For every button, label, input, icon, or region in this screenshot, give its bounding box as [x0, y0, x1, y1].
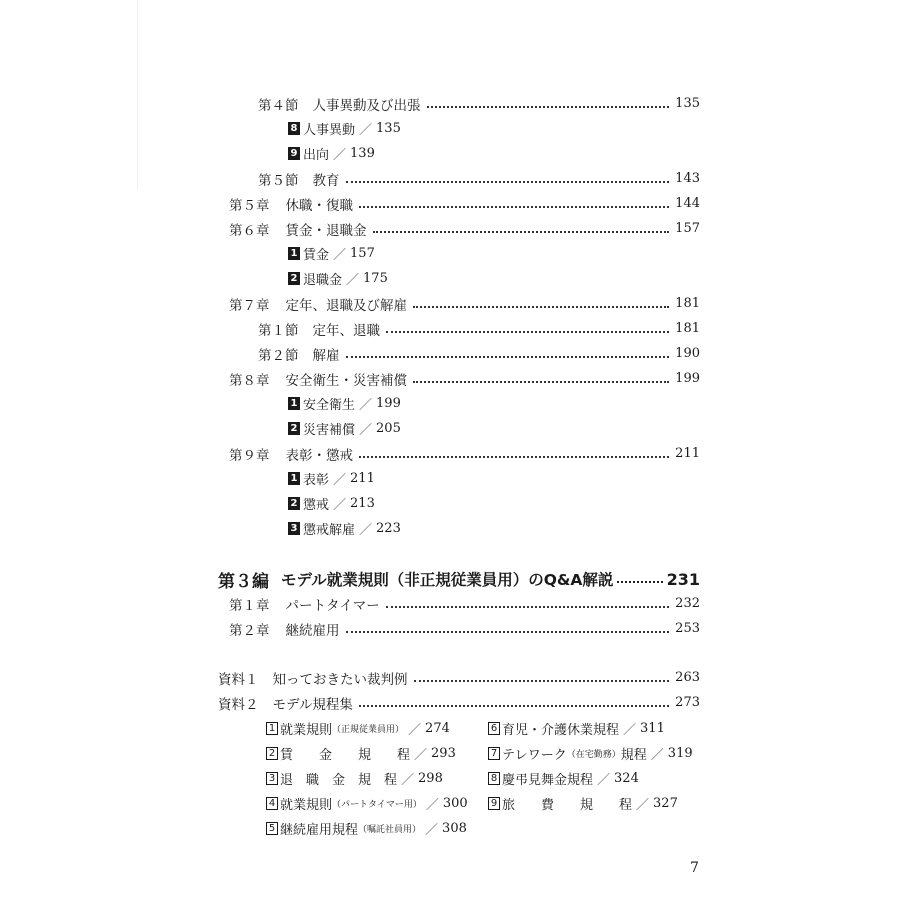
- chapter-title: 休職・復職: [285, 197, 353, 214]
- model-rule-item[interactable]: [488, 791, 678, 816]
- chapter-number: 第５章: [229, 197, 270, 214]
- appendix-title: 知っておきたい裁判例: [272, 671, 408, 688]
- toc-item[interactable]: [288, 141, 375, 166]
- item-title: 出向: [303, 148, 330, 163]
- rule-title: 賃 金 規 程: [280, 748, 411, 763]
- item-title: 退職金: [303, 273, 343, 288]
- rule-number-box: 5: [266, 822, 278, 835]
- page-number: 253: [675, 621, 700, 636]
- toc-section[interactable]: [258, 341, 700, 366]
- page-number: 263: [675, 670, 700, 685]
- separator: ／: [333, 248, 347, 263]
- item-title: 安全衛生: [303, 398, 356, 413]
- item-number-box: 2: [288, 272, 300, 285]
- separator: ／: [359, 423, 373, 438]
- chapter-number: 第２章: [229, 622, 270, 639]
- model-rule-item[interactable]: [266, 741, 456, 766]
- separator: ／: [425, 798, 439, 813]
- page-number: 181: [675, 321, 700, 336]
- page-number: 308: [442, 821, 467, 836]
- page-number: 211: [350, 471, 375, 486]
- page-number: 205: [376, 421, 401, 436]
- chapter-number: 第６章: [229, 222, 270, 239]
- separator: ／: [636, 798, 650, 813]
- chapter-title: 定年、退職及び解雇: [285, 297, 407, 314]
- rule-title: テレワーク: [502, 748, 567, 763]
- section-number: 第４節: [258, 97, 299, 114]
- page-number: 157: [350, 246, 375, 261]
- model-rule-item[interactable]: [488, 741, 693, 766]
- rule-number-box: 9: [488, 797, 500, 810]
- leader-dots: [359, 705, 669, 707]
- rule-number-box: 2: [266, 747, 278, 760]
- page-number: 231: [666, 569, 700, 589]
- page-number: 273: [675, 695, 700, 710]
- part-title: モデル就業規則（非正規従業員用）のQ&A解説: [281, 571, 614, 589]
- separator: ／: [401, 773, 415, 788]
- separator: ／: [623, 723, 637, 738]
- chapter-title: 安全衛生・災害補償: [285, 372, 407, 389]
- section-title: 人事異動及び出張: [312, 97, 421, 114]
- page-number: 143: [675, 171, 700, 186]
- separator: ／: [333, 148, 347, 163]
- rule-note: （正規従業員用）: [332, 725, 405, 735]
- leader-dots: [373, 231, 670, 233]
- rule-title: 就業規則: [280, 798, 333, 813]
- page-number: 144: [675, 196, 700, 211]
- toc-chapter[interactable]: [229, 616, 700, 641]
- page-number: 293: [431, 746, 456, 761]
- separator: ／: [425, 823, 439, 838]
- leader-dots: [346, 181, 670, 183]
- leader-dots: [359, 206, 669, 208]
- leader-dots: [427, 106, 670, 108]
- leader-dots: [414, 680, 670, 682]
- toc-chapter-7[interactable]: [229, 291, 700, 316]
- rule-title: 就業規則: [280, 723, 333, 738]
- rule-note: （嘱託社員用）: [358, 825, 422, 835]
- toc-item[interactable]: [288, 516, 401, 541]
- separator: ／: [597, 773, 611, 788]
- model-rule-item[interactable]: [488, 766, 639, 791]
- model-rule-item[interactable]: [266, 816, 467, 841]
- chapter-number: 第９章: [229, 447, 270, 464]
- separator: ／: [414, 748, 428, 763]
- item-number-box: 1: [288, 397, 300, 410]
- appendix-title: モデル規程集: [272, 696, 353, 713]
- leader-dots: [413, 306, 669, 308]
- model-rule-item[interactable]: [266, 716, 450, 741]
- leader-dots: [359, 456, 669, 458]
- leader-dots: [413, 381, 669, 383]
- rule-title: 継続雇用規程: [280, 823, 359, 838]
- chapter-title: 継続雇用: [285, 622, 340, 639]
- model-rule-item[interactable]: [266, 791, 468, 816]
- item-number-box: 2: [288, 422, 300, 435]
- leader-dots: [386, 606, 669, 608]
- section-number: 第２節: [258, 347, 299, 364]
- toc-item[interactable]: [288, 466, 375, 491]
- appendix-number: 資料１: [218, 671, 259, 688]
- model-rule-item[interactable]: [488, 716, 665, 741]
- separator: ／: [408, 723, 422, 738]
- page-number: 213: [350, 496, 375, 511]
- toc-chapter-6[interactable]: [229, 216, 700, 241]
- item-number-box: 8: [288, 122, 300, 135]
- page-number: 135: [675, 96, 700, 111]
- separator: ／: [650, 748, 664, 763]
- item-number-box: 3: [288, 522, 300, 535]
- chapter-title: パートタイマー: [285, 597, 380, 614]
- rule-title-suffix: 規程: [620, 748, 647, 763]
- rule-title: 退 職 金 規 程: [280, 773, 398, 788]
- chapter-number: 第１章: [229, 597, 270, 614]
- rule-title: 旅 費 規 程: [502, 798, 633, 813]
- page-number: 311: [640, 721, 665, 736]
- page-number: 211: [675, 446, 700, 461]
- page-number: 232: [675, 596, 700, 611]
- rule-number-box: 6: [488, 722, 500, 735]
- rule-title: 育児・介護休業規程: [502, 723, 620, 738]
- rule-number-box: 1: [266, 722, 278, 735]
- page-number: 199: [675, 371, 700, 386]
- toc-item[interactable]: [288, 391, 401, 416]
- page-number: 175: [363, 271, 388, 286]
- item-title: 災害補償: [303, 423, 356, 438]
- separator: ／: [359, 123, 373, 138]
- leader-dots: [386, 331, 669, 333]
- page-number: 319: [667, 746, 693, 761]
- rule-title: 慶弔見舞金規程: [502, 773, 594, 788]
- section-number: 第１節: [258, 322, 299, 339]
- page-edge-shadow: [137, 0, 138, 190]
- page-number: 135: [376, 121, 401, 136]
- part-number: 第３編: [218, 571, 269, 592]
- item-title: 懲戒解雇: [303, 523, 356, 538]
- model-rule-item[interactable]: [266, 766, 443, 791]
- page-folio: 7: [690, 860, 699, 876]
- toc-part-3[interactable]: [218, 565, 700, 593]
- toc-item[interactable]: [288, 416, 401, 441]
- separator: ／: [333, 498, 347, 513]
- leader-dots: [346, 356, 670, 358]
- item-number-box: 1: [288, 472, 300, 485]
- rule-number-box: 8: [488, 772, 500, 785]
- toc-item[interactable]: [288, 116, 401, 141]
- section-title: 定年、退職: [312, 322, 380, 339]
- rule-number-box: 7: [488, 747, 500, 760]
- rule-note: （在宅勤務）: [566, 750, 621, 760]
- section-number: 第５節: [258, 172, 299, 189]
- toc-item[interactable]: [288, 266, 388, 291]
- toc-section-4[interactable]: [258, 91, 700, 116]
- page-number: 324: [614, 771, 639, 786]
- toc-chapter-9[interactable]: [229, 441, 700, 466]
- chapter-number: 第７章: [229, 297, 270, 314]
- item-title: 人事異動: [303, 123, 356, 138]
- separator: ／: [359, 523, 373, 538]
- rule-number-box: 3: [266, 772, 278, 785]
- toc-appendix-1[interactable]: [218, 665, 700, 690]
- item-title: 賃金: [303, 248, 330, 263]
- rule-note: （パートタイマー用）: [332, 800, 422, 810]
- toc-chapter[interactable]: [229, 591, 700, 616]
- chapter-title: 賃金・退職金: [285, 222, 367, 239]
- separator: ／: [333, 473, 347, 488]
- item-number-box: 1: [288, 247, 300, 260]
- page-number: 223: [376, 521, 401, 536]
- page-number: 327: [653, 796, 678, 811]
- toc-item[interactable]: [288, 491, 375, 516]
- item-number-box: 9: [288, 147, 300, 160]
- rule-number-box: 4: [266, 797, 278, 810]
- page-number: 190: [675, 346, 700, 361]
- toc-appendix-2[interactable]: [218, 690, 700, 715]
- chapter-number: 第８章: [229, 372, 270, 389]
- page-number: 274: [425, 721, 450, 736]
- toc-section-5[interactable]: [258, 166, 700, 191]
- toc-section[interactable]: [258, 316, 700, 341]
- appendix-number: 資料２: [218, 696, 259, 713]
- page-number: 157: [675, 221, 700, 236]
- leader-dots: [346, 631, 670, 633]
- page-number: 199: [376, 396, 401, 411]
- section-title: 解雇: [312, 347, 340, 364]
- separator: ／: [346, 273, 360, 288]
- toc-chapter-8[interactable]: [229, 366, 700, 391]
- section-title: 教育: [312, 172, 340, 189]
- page-number: 298: [418, 771, 443, 786]
- toc-item[interactable]: [288, 241, 375, 266]
- page-number: 181: [675, 296, 700, 311]
- item-number-box: 2: [288, 497, 300, 510]
- item-title: 表彰: [303, 473, 330, 488]
- toc-chapter-5[interactable]: [229, 191, 700, 216]
- separator: ／: [359, 398, 373, 413]
- leader-dots: [617, 581, 662, 583]
- item-title: 懲戒: [303, 498, 330, 513]
- page-number: 300: [442, 796, 468, 811]
- chapter-title: 表彰・懲戒: [285, 447, 353, 464]
- page-number: 139: [350, 146, 375, 161]
